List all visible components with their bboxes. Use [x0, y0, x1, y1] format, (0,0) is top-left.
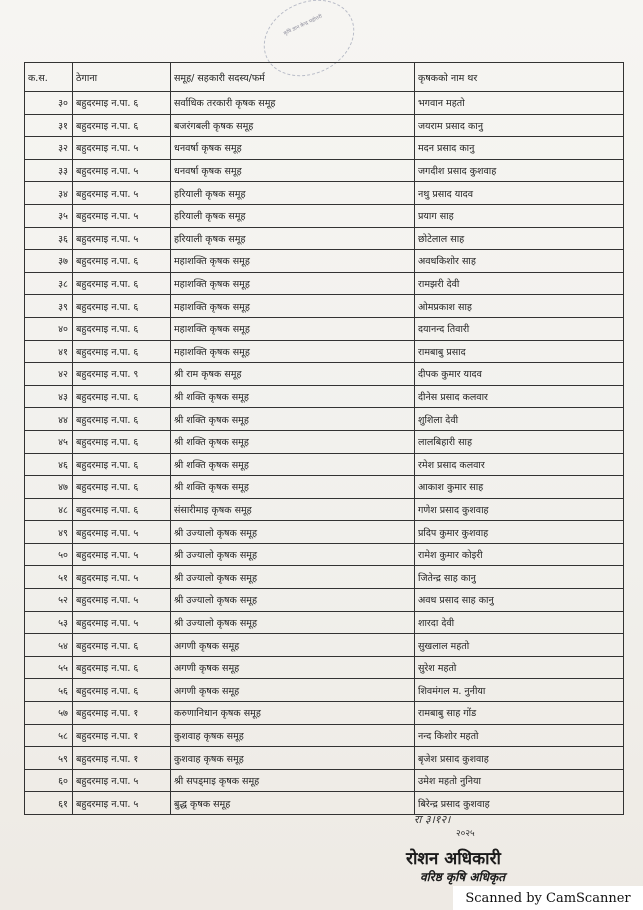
cell-farmer-name: रामेश कुमार कोइरी — [415, 543, 624, 566]
header-farmer-name: कृषकको नाम थर — [415, 63, 624, 92]
cell-serial: ३८ — [25, 272, 73, 295]
cell-group: श्री शक्ति कृषक समूह — [171, 476, 415, 499]
cell-farmer-name: सुरेश महतो — [415, 656, 624, 679]
cell-farmer-name: जगदीश प्रसाद कुशवाह — [415, 159, 624, 182]
cell-address: बहुदरमाइ न.पा. ५ — [73, 589, 171, 612]
cell-address: बहुदरमाइ न.पा. ६ — [73, 295, 171, 318]
cell-address: बहुदरमाइ न.पा. ५ — [73, 227, 171, 250]
cell-address: बहुदरमाइ न.पा. ५ — [73, 611, 171, 634]
header-address: ठेगाना — [73, 63, 171, 92]
table-row — [25, 543, 624, 566]
cell-farmer-name: नन्द किशोर महतो — [415, 724, 624, 747]
cell-serial: ३४ — [25, 182, 73, 205]
cell-group: श्री उज्यालो कृषक समूह — [171, 589, 415, 612]
cell-farmer-name: लालबिहारी साह — [415, 430, 624, 453]
cell-serial: ३९ — [25, 295, 73, 318]
table-row — [25, 679, 624, 702]
cell-group: अगणी कृषक समूह — [171, 656, 415, 679]
cell-group: धनवर्षा कृषक समूह — [171, 159, 415, 182]
cell-group: श्री उज्यालो कृषक समूह — [171, 566, 415, 589]
header-serial: क.स. — [25, 63, 73, 92]
table-row — [25, 408, 624, 431]
cell-serial: ३२ — [25, 137, 73, 160]
cell-address: बहुदरमाइ न.पा. ६ — [73, 114, 171, 137]
cell-group: श्री सपड्माइ कृषक समूह — [171, 769, 415, 792]
cell-farmer-name: रामझरी देवी — [415, 272, 624, 295]
table-body — [25, 92, 624, 815]
table-row — [25, 476, 624, 499]
stamp-text: कृषि ज्ञान केन्द्र महोत्तरी — [282, 13, 324, 37]
cell-address: बहुदरमाइ न.पा. ६ — [73, 476, 171, 499]
table-row — [25, 182, 624, 205]
cell-farmer-name: उमेश महतो नुनिया — [415, 769, 624, 792]
cell-farmer-name: सुखलाल महतो — [415, 634, 624, 657]
cell-serial: ५१ — [25, 566, 73, 589]
table-row — [25, 159, 624, 182]
cell-group: श्री उज्यालो कृषक समूह — [171, 521, 415, 544]
cell-group: महाशक्ति कृषक समूह — [171, 317, 415, 340]
cell-address: बहुदरमाइ न.पा. ५ — [73, 792, 171, 815]
cell-serial: ३१ — [25, 114, 73, 137]
cell-group: महाशक्ति कृषक समूह — [171, 340, 415, 363]
cell-address: बहुदरमाइ न.पा. ६ — [73, 340, 171, 363]
cell-farmer-name: दीपक कुमार यादव — [415, 363, 624, 386]
cell-group: अगणी कृषक समूह — [171, 679, 415, 702]
cell-address: बहुदरमाइ न.पा. ९ — [73, 363, 171, 386]
cell-address: बहुदरमाइ न.पा. ६ — [73, 250, 171, 273]
cell-serial: ४६ — [25, 453, 73, 476]
cell-farmer-name: नथु प्रसाद यादव — [415, 182, 624, 205]
cell-serial: ३५ — [25, 204, 73, 227]
cell-farmer-name: रमेश प्रसाद कलवार — [415, 453, 624, 476]
farmer-roster-table — [24, 62, 624, 815]
table-row — [25, 204, 624, 227]
cell-serial: ४२ — [25, 363, 73, 386]
table-row — [25, 295, 624, 318]
table-row — [25, 702, 624, 725]
cell-address: बहुदरमाइ न.पा. ६ — [73, 634, 171, 657]
signature-date: २०२५ — [456, 829, 475, 839]
table-header-row — [25, 63, 624, 92]
cell-address: बहुदरमाइ न.पा. ५ — [73, 182, 171, 205]
table-row — [25, 137, 624, 160]
table-row — [25, 634, 624, 657]
cell-address: बहुदरमाइ न.पा. ६ — [73, 272, 171, 295]
table-row — [25, 385, 624, 408]
cell-farmer-name: बृजेश प्रसाद कुशवाह — [415, 747, 624, 770]
cell-address: बहुदरमाइ न.पा. ६ — [73, 385, 171, 408]
cell-group: हरियाली कृषक समूह — [171, 204, 415, 227]
table-row — [25, 611, 624, 634]
cell-address: बहुदरमाइ न.पा. ५ — [73, 159, 171, 182]
cell-serial: ३७ — [25, 250, 73, 273]
cell-serial: ४७ — [25, 476, 73, 499]
cell-address: बहुदरमाइ न.पा. ६ — [73, 92, 171, 115]
cell-address: बहुदरमाइ न.पा. ५ — [73, 204, 171, 227]
officer-title: वरिष्ठ कृषि अधिकृत — [420, 870, 506, 884]
cell-address: बहुदरमाइ न.पा. ६ — [73, 679, 171, 702]
cell-serial: ५२ — [25, 589, 73, 612]
cell-group: धनवर्षा कृषक समूह — [171, 137, 415, 160]
cell-serial: ६१ — [25, 792, 73, 815]
table-row — [25, 317, 624, 340]
cell-serial: ५३ — [25, 611, 73, 634]
cell-farmer-name: अवध प्रसाद साह कानु — [415, 589, 624, 612]
cell-serial: ३३ — [25, 159, 73, 182]
cell-serial: ५८ — [25, 724, 73, 747]
camscanner-watermark: Scanned by CamScanner — [453, 886, 643, 910]
cell-farmer-name: शुशिला देवी — [415, 408, 624, 431]
cell-serial: ५७ — [25, 702, 73, 725]
table-row — [25, 521, 624, 544]
cell-farmer-name: मदन प्रसाद कानु — [415, 137, 624, 160]
table-row — [25, 363, 624, 386]
cell-group: कुशवाह कृषक समूह — [171, 724, 415, 747]
cell-farmer-name: दयानन्द तिवारी — [415, 317, 624, 340]
cell-group: महाशक्ति कृषक समूह — [171, 295, 415, 318]
cell-group: श्री शक्ति कृषक समूह — [171, 453, 415, 476]
cell-address: बहुदरमाइ न.पा. ६ — [73, 317, 171, 340]
cell-group: महाशक्ति कृषक समूह — [171, 272, 415, 295]
cell-address: बहुदरमाइ न.पा. ६ — [73, 656, 171, 679]
handwritten-signature — [410, 812, 530, 842]
cell-farmer-name: दीनेस प्रसाद कलवार — [415, 385, 624, 408]
cell-serial: ५५ — [25, 656, 73, 679]
cell-farmer-name: रामबाबु प्रसाद — [415, 340, 624, 363]
cell-address: बहुदरमाइ न.पा. ५ — [73, 769, 171, 792]
cell-farmer-name: प्रदिप कुमार कुशवाह — [415, 521, 624, 544]
cell-serial: ५६ — [25, 679, 73, 702]
cell-farmer-name: रामबाबु साह गोंड — [415, 702, 624, 725]
cell-serial: ४० — [25, 317, 73, 340]
cell-address: बहुदरमाइ न.पा. १ — [73, 724, 171, 747]
cell-group: श्री उज्यालो कृषक समूह — [171, 543, 415, 566]
cell-group: संसारीमाइ कृषक समूह — [171, 498, 415, 521]
table-row — [25, 498, 624, 521]
cell-group: बुद्ध कृषक समूह — [171, 792, 415, 815]
cell-farmer-name: जितेन्द्र साह कानु — [415, 566, 624, 589]
cell-serial: ४५ — [25, 430, 73, 453]
cell-group: हरियाली कृषक समूह — [171, 227, 415, 250]
cell-address: बहुदरमाइ न.पा. ६ — [73, 498, 171, 521]
cell-serial: ३० — [25, 92, 73, 115]
cell-farmer-name: ओमप्रकाश साह — [415, 295, 624, 318]
table-row — [25, 747, 624, 770]
table-row — [25, 272, 624, 295]
cell-serial: ३६ — [25, 227, 73, 250]
table-row — [25, 92, 624, 115]
cell-serial: ५० — [25, 543, 73, 566]
cell-farmer-name: भगवान महतो — [415, 92, 624, 115]
cell-address: बहुदरमाइ न.पा. ५ — [73, 566, 171, 589]
cell-group: श्री शक्ति कृषक समूह — [171, 385, 415, 408]
cell-serial: ५९ — [25, 747, 73, 770]
cell-address: बहुदरमाइ न.पा. ६ — [73, 408, 171, 431]
table-row — [25, 769, 624, 792]
cell-group: श्री शक्ति कृषक समूह — [171, 430, 415, 453]
cell-address: बहुदरमाइ न.पा. ६ — [73, 453, 171, 476]
cell-address: बहुदरमाइ न.पा. १ — [73, 702, 171, 725]
cell-address: बहुदरमाइ न.पा. ६ — [73, 430, 171, 453]
cell-farmer-name: गणेश प्रसाद कुशवाह — [415, 498, 624, 521]
cell-group: करुणानिधान कृषक समूह — [171, 702, 415, 725]
cell-serial: ४४ — [25, 408, 73, 431]
signature-scribble: रा ३।१२। — [414, 813, 451, 826]
table-row — [25, 453, 624, 476]
cell-farmer-name: अवधकिशोर साह — [415, 250, 624, 273]
table-row — [25, 340, 624, 363]
table-row — [25, 114, 624, 137]
cell-group: सर्वाधिक तरकारी कृषक समूह — [171, 92, 415, 115]
cell-serial: ४३ — [25, 385, 73, 408]
cell-serial: ५४ — [25, 634, 73, 657]
cell-serial: ४१ — [25, 340, 73, 363]
cell-farmer-name: बिरेन्द्र प्रसाद कुशवाह — [415, 792, 624, 815]
cell-address: बहुदरमाइ न.पा. ५ — [73, 543, 171, 566]
cell-farmer-name: जयराम प्रसाद कानु — [415, 114, 624, 137]
cell-address: बहुदरमाइ न.पा. ५ — [73, 137, 171, 160]
table-row — [25, 724, 624, 747]
cell-group: श्री उज्यालो कृषक समूह — [171, 611, 415, 634]
cell-address: बहुदरमाइ न.पा. ५ — [73, 521, 171, 544]
cell-group: श्री राम कृषक समूह — [171, 363, 415, 386]
cell-group: महाशक्ति कृषक समूह — [171, 250, 415, 273]
header-group: समूह/ सहकारी सदस्य/फर्म — [171, 63, 415, 92]
cell-group: अगणी कृषक समूह — [171, 634, 415, 657]
cell-address: बहुदरमाइ न.पा. १ — [73, 747, 171, 770]
table-row — [25, 430, 624, 453]
cell-group: बजरंगबली कृषक समूह — [171, 114, 415, 137]
officer-name: रोशन अधिकारी — [406, 849, 501, 869]
cell-serial: ४९ — [25, 521, 73, 544]
cell-serial: ४८ — [25, 498, 73, 521]
cell-serial: ६० — [25, 769, 73, 792]
table-row — [25, 250, 624, 273]
cell-farmer-name: आकाश कुमार साह — [415, 476, 624, 499]
cell-farmer-name: शारदा देवी — [415, 611, 624, 634]
cell-group: कुशवाह कृषक समूह — [171, 747, 415, 770]
cell-group: श्री शक्ति कृषक समूह — [171, 408, 415, 431]
cell-farmer-name: छोटेलाल साह — [415, 227, 624, 250]
table-row — [25, 656, 624, 679]
table-row — [25, 227, 624, 250]
cell-farmer-name: प्रयाग साह — [415, 204, 624, 227]
cell-group: हरियाली कृषक समूह — [171, 182, 415, 205]
table-row — [25, 566, 624, 589]
table-row — [25, 589, 624, 612]
cell-farmer-name: शिवमंगल म. नुनीया — [415, 679, 624, 702]
table-row — [25, 792, 624, 815]
